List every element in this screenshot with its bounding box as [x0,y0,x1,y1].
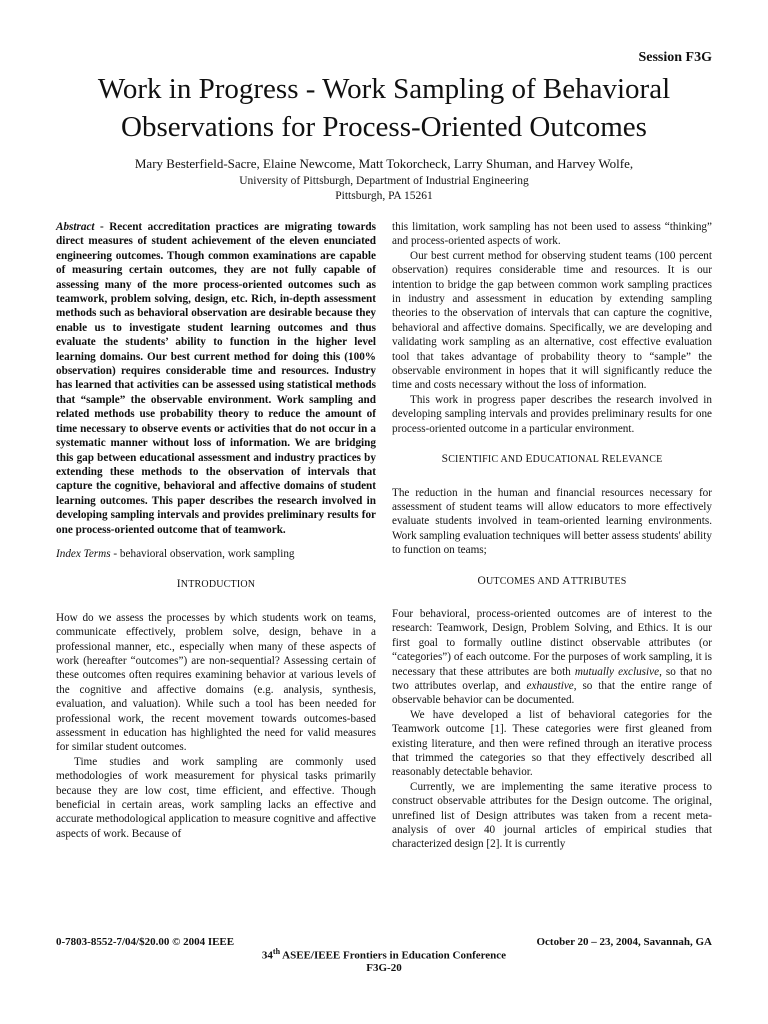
session-label: Session F3G [638,50,712,65]
title-line-1: Work in Progress - Work Sampling of Behavioral [97,73,671,105]
footer-conference: 34th ASEE/IEEE Frontiers in Education Conference [261,947,507,962]
affiliation-line-1: University of Pittsburgh, Department of Industrial Engineering [239,175,529,187]
outcomes-paragraph-2: We have developed a list of behavioral categories for the Teamwork outcome [1]. These categories were first gleaned from existing literature, and then were refined through an iterative process that trimmed the categories so that they effectively described all reasonably detectable behavior. [392,708,712,779]
intro-paragraph-4: Our best current method for observing student teams (100 percent observation) requires considerable time and resources. It is our intention to bridge the gap between common work sampling practices in industry and assessment in education by extending sampling theories to the observation of intervals that can capture the cognitive, behavioral and affective domains. Specifically, we are developing and validating work sampling as an alternative, cost effective evaluation tool that takes advantage of probability theory to “sample” the observable environment in hopes that it will significantly reduce the time and costs necessary without the loss of information. [392,249,712,392]
intro-paragraph-1: How do we assess the processes by which students work on teams, communicate effectively, problem solve, design, behave in a professional manner, etc., especially when many of these aspects of work (hereafter “outcomes”) are non-sequential? Assessing certain of these outcomes often requires examining behavior at various levels of the cognitive and affective domains (e.g. analysis, synthesis, evaluation, and valuation). While such a tool has been needed for professional work, the recent movement towards outcomes-based assessment in education has highlighted the need for valid measures for similar student outcomes. [56,611,376,754]
author-list: Mary Besterfield-Sacre, Elaine Newcome, Matt Tokorcheck, Larry Shuman, and Harvey Wolfe, [134,156,634,171]
relevance-paragraph: The reduction in the human and financial resources necessary for assessment of student teams will allow educators to more effectively evaluate students involved in team-oriented learning environments. Work sampling evaluation techniques will better assess students' ability to function on teams; [392,486,712,557]
abstract [56,220,376,537]
footer-date-location: October 20 – 23, 2004, Savannah, GA [536,936,712,948]
section-heading-outcomes: OUTCOMES AND ATTRIBUTES [477,574,627,587]
index-terms-label: Index Terms [56,547,111,560]
index-terms-text: - behavioral observation, work sampling [110,547,295,560]
section-heading-relevance: SCIENTIFIC AND EDUCATIONAL RELEVANCE [441,453,663,466]
left-column [56,220,376,841]
abstract-label: Abstract [56,221,95,233]
paper-title [40,70,728,146]
title-line-2: Observations for Process-Oriented Outcomes [121,111,647,143]
affiliation-line-2: Pittsburgh, PA 15261 [335,190,433,202]
intro-paragraph-5: This work in progress paper describes the research involved in developing sampling intervals and provides preliminary results for one process-oriented outcome in a particular environment. [392,393,712,435]
right-column [392,220,712,852]
intro-paragraph-3: this limitation, work sampling has not been used to assess “thinking” and process-oriented aspects of work. [392,221,712,248]
footer-copyright: 0-7803-8552-7/04/$20.00 © 2004 IEEE [56,936,235,948]
intro-paragraph-2: Time studies and work sampling are commonly used methodologies of work measurement for physical tasks primarily because they are low cost, time efficient, and effective. Though beneficial in certain areas, work sampling lacks an effective and accurate methodological application to measure cognitive and affective aspects of work. Because of [56,755,376,840]
outcomes-paragraph-1: Four behavioral, process-oriented outcomes are of interest to the research: Teamwork, Design, Problem Solving, and Ethics. It is our first goal to formally outline distinct observable attributes (or “categories”) of each outcome. For the purposes of work sampling, it is necessary that these attributes are both mutually exclusive, so that no two attributes overlap, and exhaustive, so that the entire range of observable behavior can be documented. [392,607,712,707]
affiliation [40,174,728,204]
section-heading-introduction: INTRODUCTION [176,578,256,591]
abstract-text: - Recent accreditation practices are migrating towards direct measures of student achievement of the eleven enunciated engineering outcomes. Though common examinations are capable of measuring certain outcomes, they are not fully capable of assessing many of the more process-oriented outcomes such as teamwork, problem solving, design, etc. Rich, in-depth assessment methods such as behavioral observation are desirable because they enable us to investigate student learning outcomes and thus evaluate the students’ ability to function in the higher level learning domains. Our best current method for doing this (100% observation) requires considerable time and resources. Industry has learned that activities can be assessed using statistical methods that “sample” the observable environment. Work sampling and related methods use probability theory to reduce the amount of time necessary to observe events or activities that do not occur in a systematic manner without loss of information. We are bridging this gap between educational assessment and industry practices by extending these methods to the observation of intervals that capture the cognitive, behavioral and affective domains of student learning outcomes. This paper describes the research involved in developing sampling intervals and provides preliminary results for one process-oriented outcome that of teamwork. [56,221,376,536]
index-terms [56,547,376,561]
outcomes-paragraph-3: Currently, we are implementing the same iterative process to construct observable attributes for the Design outcome. The original, unrefined list of Design attributes was taken from a recent meta-analysis of over 40 journal articles of empirical studies that characterized design [2]. It is currently [392,780,712,851]
footer-page-number: F3G-20 [366,962,402,974]
